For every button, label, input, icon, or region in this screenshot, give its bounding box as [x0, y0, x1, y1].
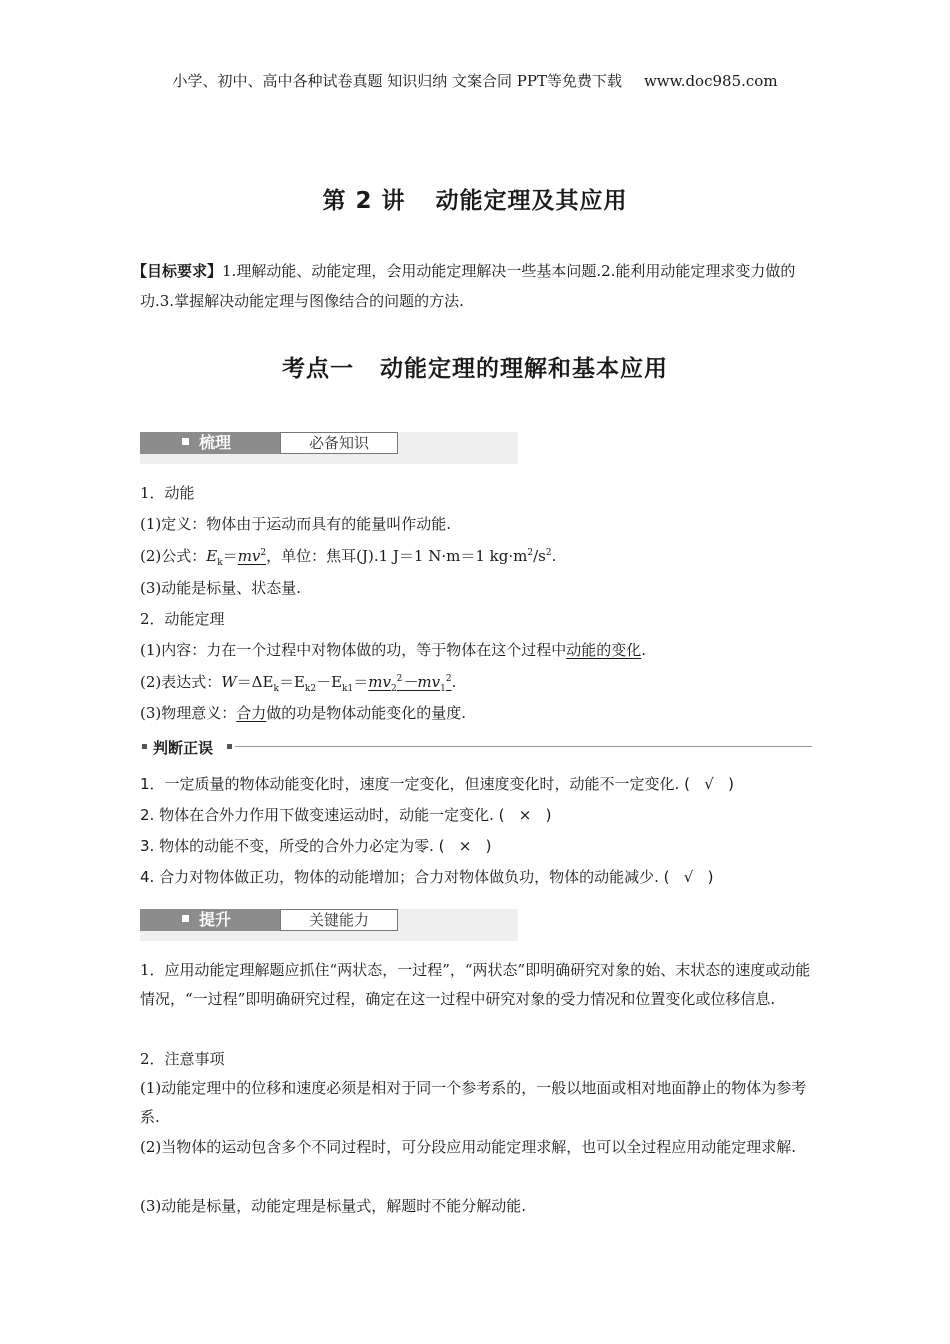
goal-paragraph: [132, 256, 812, 316]
formula-unit-sup: 2: [527, 548, 534, 558]
content-end: .: [641, 641, 647, 659]
square-icon: [182, 915, 189, 922]
expr-blank: [368, 673, 452, 694]
lecture-number: 第 2 讲: [322, 188, 406, 214]
expr-eq3: ＝: [353, 673, 369, 691]
expr-delta-E: ＝ΔE: [236, 673, 274, 691]
ability-heading-2: 2．注意事项: [140, 1050, 225, 1068]
section-topic: 动能定理的理解和基本应用: [380, 356, 668, 382]
expr-eq2: ＝E: [278, 673, 305, 691]
section-number: 考点一: [282, 356, 354, 382]
ability-paragraph-1: 1．应用动能定理解题应抓住“两状态，一过程”，“两状态”即明确研究对象的始、末状态的速度或动能情况，“一过程”即明确研究过程，确定在这一过程中研究对象的受力情况和位置变化或位移信息.: [140, 961, 811, 1008]
goal-label: 【目标要求】: [132, 262, 223, 280]
knowledge-formula: [140, 546, 556, 566]
goal-text: 1.理解动能、动能定理，会用动能定理解决一些基本问题.2.能利用动能定理求变力做的功.3.掌握解决动能定理与图像结合的问题的方法.: [140, 262, 796, 310]
expr-blank-b-sup: 2: [445, 674, 452, 684]
formula-prefix: (2)公式：: [140, 547, 207, 565]
expr-blank-a-sup: 2: [396, 674, 403, 684]
expr-k1: k1: [342, 684, 354, 694]
expr-blank-minus: －mv: [402, 673, 441, 691]
formula-blank: [238, 547, 266, 565]
formula-eq: ＝: [222, 547, 238, 565]
ability-paragraph-2: (1)动能定理中的位移和速度必须是相对于同一个参考系的，一般以地面或相对地面静止的物体为参考系.: [140, 1079, 807, 1126]
knowledge-expression: [140, 672, 456, 692]
knowledge-scalar: (3)动能是标量、状态量.: [140, 579, 302, 597]
content-prefix: (1)内容：力在一个过程中对物体做的功，等于物体在这个过程中: [140, 641, 567, 659]
judge-item: 2. 物体在合外力作用下做变速运动时，动能一定变化. ( × ): [140, 806, 552, 824]
lecture-title: [0, 182, 950, 215]
judge-mark: √: [704, 775, 714, 793]
banner-light-tab: 必备知识: [280, 432, 398, 454]
meaning-prefix: (3)物理意义：: [140, 704, 237, 722]
meaning-blank: 合力: [236, 704, 267, 722]
expr-minus: －E: [316, 673, 343, 691]
judge-item: 1．一定质量的物体动能变化时，速度一定变化，但速度变化时，动能不一定变化. ( √ ): [140, 775, 734, 793]
judge-item: 4. 合力对物体做正功，物体的动能增加；合力对物体做负功，物体的动能减少. ( √ ): [140, 868, 714, 886]
square-icon: [142, 744, 147, 749]
square-icon: [227, 744, 232, 749]
expr-prefix: (2)表达式：: [140, 673, 222, 691]
banner-dark-tab: [140, 432, 280, 454]
expr-W: W: [221, 673, 237, 691]
judge-mark: ×: [458, 837, 472, 855]
expr-blank-a: mv: [368, 673, 391, 691]
formula-E: E: [206, 547, 218, 565]
knowledge-heading-2: 2．动能定理: [140, 610, 225, 628]
judge-item-text: 2. 物体在合外力作用下做变速运动时，动能一定变化.: [140, 806, 494, 824]
lecture-topic: 动能定理及其应用: [435, 188, 628, 214]
knowledge-definition: (1)定义：物体由于运动而具有的能量叫作动能.: [140, 515, 452, 533]
judge-item: 3. 物体的动能不变，所受的合外力必定为零. ( × ): [140, 837, 492, 855]
judge-item-text: 3. 物体的动能不变，所受的合外力必定为零.: [140, 837, 434, 855]
header-url[interactable]: www.doc985.com: [643, 72, 778, 90]
expr-blank-b-sub: 1: [440, 684, 446, 694]
square-icon: [182, 438, 189, 445]
expr-k: k: [273, 684, 279, 694]
formula-blank-sup: 2: [260, 548, 267, 558]
page-header: [0, 70, 950, 91]
judge-divider: [140, 737, 812, 757]
banner-dark-label: 梳理: [199, 433, 232, 452]
banner-dark-label: 提升: [199, 910, 232, 929]
judge-item-text: 1．一定质量的物体动能变化时，速度一定变化，但速度变化时，动能不一定变化.: [140, 775, 680, 793]
knowledge-content: [140, 640, 646, 660]
formula-E-sub: k: [217, 558, 223, 568]
meaning-end: 做的功是物体动能变化的量度.: [266, 704, 467, 722]
expr-blank-a-sub: 2: [390, 684, 397, 694]
banner-ability: [140, 909, 518, 941]
expr-end: .: [451, 673, 457, 691]
content-blank: 动能的变化: [566, 641, 642, 659]
knowledge-heading-1: 1．动能: [140, 484, 195, 502]
formula-unit-end-sup: 2: [545, 548, 552, 558]
formula-end: .: [551, 547, 557, 565]
judge-mark: ×: [518, 806, 532, 824]
banner-light-tab: 关键能力: [280, 909, 398, 931]
ability-paragraph-3: (2)当物体的运动包含多个不同过程时，可分段应用动能定理求解，也可以全过程应用动能定理求解.: [140, 1138, 797, 1156]
formula-blank-text: mv: [237, 547, 261, 565]
header-text: 小学、初中、高中各种试卷真题 知识归纳 文案合同 PPT等免费下载: [172, 72, 622, 90]
formula-unit-end: /s: [533, 547, 546, 565]
judge-label: 判断正误: [153, 739, 214, 757]
expr-k2: k2: [304, 684, 317, 694]
ability-paragraph-4: (3)动能是标量，动能定理是标量式，解题时不能分解动能.: [140, 1197, 527, 1215]
formula-unit: ，单位：焦耳(J).1 J＝1 N·m＝1 kg·m: [266, 547, 528, 565]
knowledge-meaning: [140, 703, 466, 723]
banner-knowledge: [140, 432, 518, 464]
section-title: [0, 350, 950, 383]
banner-dark-tab: [140, 909, 280, 931]
divider-line: [235, 746, 812, 747]
judge-mark: √: [683, 868, 694, 886]
judge-item-text: 4. 合力对物体做正功，物体的动能增加；合力对物体做负功，物体的动能减少.: [140, 868, 659, 886]
